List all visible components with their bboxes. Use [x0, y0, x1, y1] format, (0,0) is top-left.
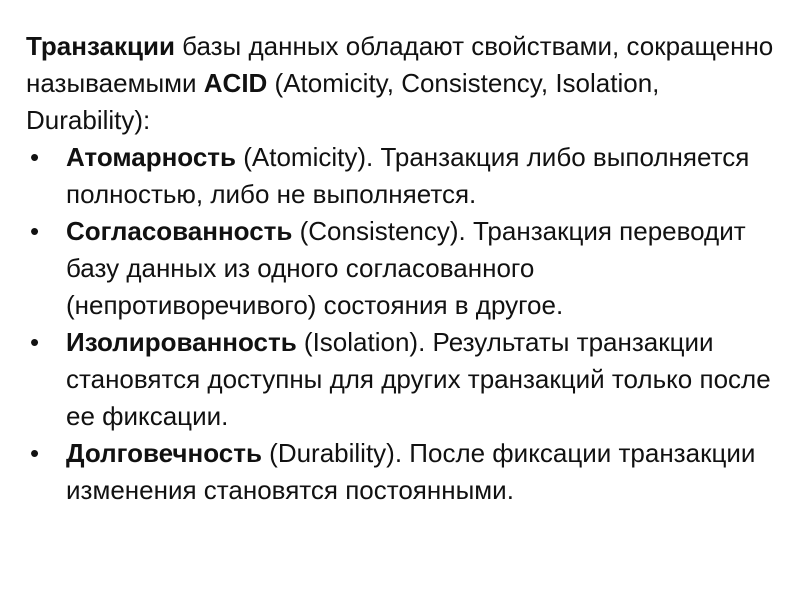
acid-acronym: ACID [203, 68, 268, 98]
list-item-atomicity [26, 139, 786, 213]
list-item-isolation [26, 324, 786, 435]
intro-term: Транзакции [26, 31, 175, 61]
intro-text-tail: (Atomicity, Consistency, Isolation, Durability): [26, 68, 660, 135]
intro-text: базы данных обладают свойствами, сокращенно называемыми [26, 31, 774, 98]
bullet-icon: • [30, 216, 40, 246]
list-item-consistency [26, 213, 786, 324]
property-description: (Isolation). Результаты транзакции становятся доступны для других транзакций только после ее фиксации. [66, 327, 771, 431]
property-term: Атомарность [66, 142, 237, 172]
property-description: (Durability). После фиксации транзакции изменения становятся постоянными. [66, 438, 756, 505]
bullet-icon: • [30, 438, 40, 468]
acid-properties-list [26, 139, 786, 509]
list-item-durability [26, 435, 786, 509]
slide-content [26, 28, 786, 509]
property-term: Долговечность [66, 438, 262, 468]
property-description: (Atomicity). Транзакция либо выполняется полностью, либо не выполняется. [66, 142, 750, 209]
property-term: Изолированность [66, 327, 297, 357]
property-term: Согласованность [66, 216, 293, 246]
intro-paragraph [26, 28, 786, 139]
bullet-icon: • [30, 327, 40, 357]
bullet-icon: • [30, 142, 40, 172]
property-description: (Consistency). Транзакция переводит базу данных из одного согласованного (непротиворечивого) состояния в другое. [66, 216, 746, 320]
